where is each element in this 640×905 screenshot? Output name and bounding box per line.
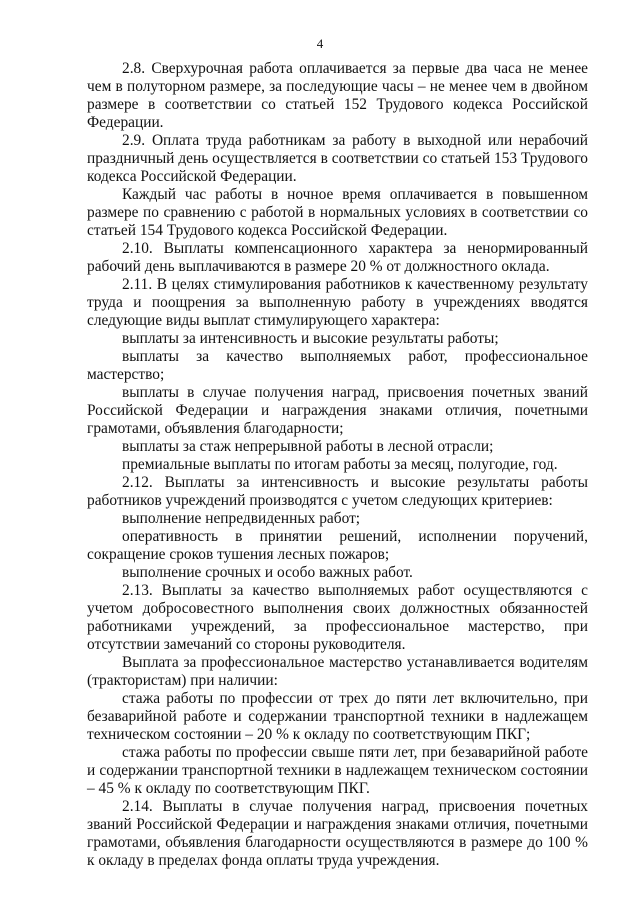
list-item-bonuses: премиальные выплаты по итогам работы за месяц, полугодие, год. <box>122 456 558 473</box>
paragraph-2-13: 2.13. Выплаты за качество выполняемых работ осуществляются с учетом добросовестного выполнения своих должностных обязанностей работниками учреждений, за профессиональное мастерство, при отсутствии замечаний со стороны руководителя. <box>87 582 588 653</box>
page-number: 4 <box>316 36 324 51</box>
paragraph-2-14: 2.14. Выплаты в случае получения наград, присвоения почетных званий Российской Федерации и награждения знаками отличия, почетными грамотами, объявления благодарности осуществляются в размере до 100 % к окладу в пределах фонда оплаты труда учреждения. <box>87 798 588 869</box>
list-item-quality: выплаты за качество выполняемых работ, профессиональное мастерство; <box>87 348 588 383</box>
paragraph-2-10: 2.10. Выплаты компенсационного характера за ненормированный рабочий день выплачиваются в размере 20 % от должностного оклада. <box>87 240 588 275</box>
list-item-experience-over-5: стажа работы по профессии свыше пяти лет, при безаварийной работе и содержании транспортной техники в надлежащем техническом состоянии – 45 % к окладу по соответствующим ПКГ. <box>87 744 588 797</box>
list-item-experience-3-5: стажа работы по профессии от трех до пяти лет включительно, при безаварийной работе и содержании транспортной техники в надлежащем техническом состоянии – 20 % к окладу по соответствующим ПКГ; <box>87 690 588 743</box>
list-item-awards: выплаты в случае получения наград, присвоения почетных званий Российской Федерации и награждения знаками отличия, почетными грамотами, объявления благодарности; <box>87 384 588 437</box>
list-item-unforeseen-work: выполнение непредвиденных работ; <box>122 510 361 527</box>
paragraph-2-11: 2.11. В целях стимулирования работников к качественному результату труда и поощрения за выполненную работу в учреждениях вводятся следующие виды выплат стимулирующего характера: <box>87 276 588 329</box>
paragraph-2-8: 2.8. Сверхурочная работа оплачивается за первые два часа не менее чем в полуторном размере, за последующие часы – не менее чем в двойном размере в соответствии со статьей 152 Трудового кодекса Российской Федерации. <box>87 60 588 131</box>
paragraph-2-12: 2.12. Выплаты за интенсивность и высокие результаты работы работников учреждений производятся с учетом следующих критериев: <box>87 474 588 509</box>
paragraph-2-9: 2.9. Оплата труда работникам за работу в выходной или нерабочий праздничный день осуществляется в соответствии со статьей 153 Трудового кодекса Российской Федерации. <box>87 132 588 185</box>
list-item-intensity: выплаты за интенсивность и высокие результаты работы; <box>122 330 499 347</box>
list-item-urgent-work: выполнение срочных и особо важных работ. <box>122 564 413 581</box>
paragraph-drivers: Выплата за профессиональное мастерство устанавливается водителям (трактористам) при наличии: <box>87 654 588 689</box>
document-body <box>87 60 588 870</box>
list-item-efficiency: оперативность в принятии решений, исполнении поручений, сокращение сроков тушения лесных пожаров; <box>87 528 588 563</box>
list-item-seniority: выплаты за стаж непрерывной работы в лесной отрасли; <box>122 438 494 455</box>
paragraph-night-work: Каждый час работы в ночное время оплачивается в повышенном размере по сравнению с работой в нормальных условиях в соответствии со статьей 154 Трудового кодекса Российской Федерации. <box>87 186 588 239</box>
